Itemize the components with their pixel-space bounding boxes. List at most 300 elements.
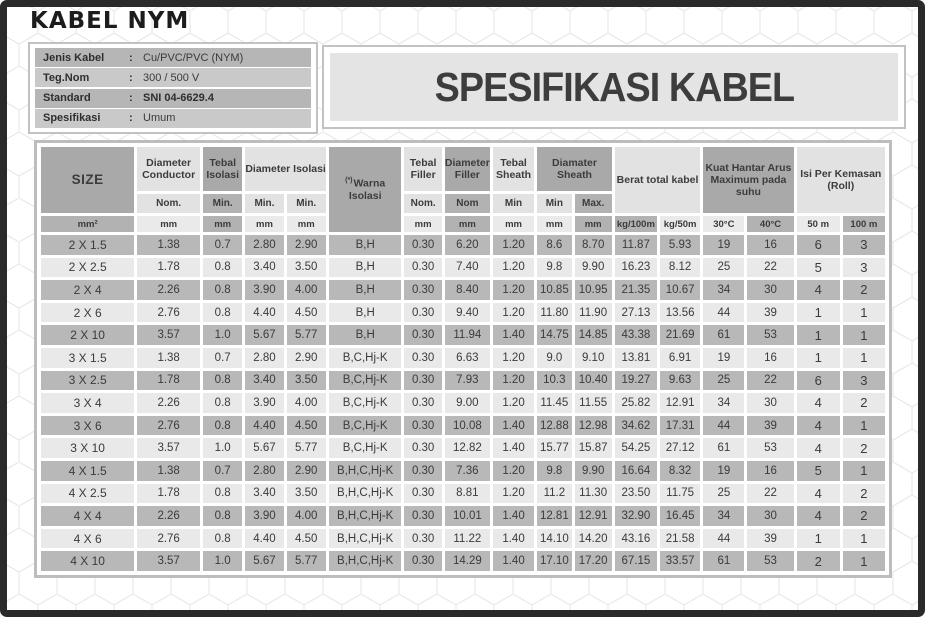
col-header-warna-isolasi: (*)Warna Isolasi (329, 147, 402, 232)
table-cell: 1.20 (493, 484, 534, 504)
unit-mm: mm (493, 216, 534, 232)
table-cell: 2 (797, 551, 840, 571)
table-cell: 30 (747, 393, 793, 413)
row-size-cell: 2 X 1.5 (41, 235, 134, 255)
col-header-diamater-sheath: Diamater Sheath (537, 147, 612, 191)
table-cell: 17.31 (660, 416, 700, 436)
subheader-nom: Nom. (404, 194, 441, 213)
table-cell: 11.80 (537, 303, 571, 323)
table-cell: 1.78 (137, 258, 200, 278)
table-cell: 13.81 (615, 348, 657, 368)
table-cell: 2 (843, 484, 885, 504)
unit-mm: mm (245, 216, 283, 232)
table-cell: 6.20 (445, 235, 490, 255)
table-cell: 0.8 (203, 484, 242, 504)
unit-mm2: mm² (41, 216, 134, 232)
col-header-isi-per-kemasan: Isi Per Kemasan (Roll) (797, 147, 885, 213)
table-cell: 13.56 (660, 303, 700, 323)
table-cell: 9.63 (660, 371, 700, 391)
table-cell: 2.90 (287, 235, 326, 255)
table-cell: 0.7 (203, 461, 242, 481)
table-cell: 1.20 (493, 348, 534, 368)
info-label: Standard (43, 92, 91, 105)
table-cell: 17.10 (537, 551, 571, 571)
table-cell: B,C,Hj-K (329, 371, 402, 391)
table-cell: 4 (797, 416, 840, 436)
table-cell: 2 (843, 280, 885, 300)
spec-banner-panel (322, 45, 906, 129)
table-cell: 1 (843, 348, 885, 368)
table-cell: 14.10 (537, 529, 571, 549)
unit-kg-per-100m: kg/100m (615, 216, 657, 232)
table-cell: 0.30 (404, 235, 441, 255)
col-header-kuat-hantar-arus: Kuat Hantar Arus Maximum pada suhu (703, 147, 793, 213)
info-row-teg-nom (35, 68, 311, 87)
table-cell: 5 (797, 258, 840, 278)
table-cell: 1.38 (137, 461, 200, 481)
table-cell: 6.63 (445, 348, 490, 368)
table-cell: B,C,Hj-K (329, 393, 402, 413)
table-cell: 3.57 (137, 325, 200, 345)
table-cell: 16.23 (615, 258, 657, 278)
table-cell: B,H (329, 280, 402, 300)
table-cell: 0.8 (203, 416, 242, 436)
table-cell: 8.12 (660, 258, 700, 278)
table-cell: 4 (797, 280, 840, 300)
table-cell: 43.38 (615, 325, 657, 345)
table-cell: 11.30 (575, 484, 612, 504)
table-cell: 19 (703, 235, 744, 255)
table-cell: 2.76 (137, 416, 200, 436)
row-size-cell: 2 X 4 (41, 280, 134, 300)
row-size-cell: 3 X 1.5 (41, 348, 134, 368)
table-cell: 3.57 (137, 551, 200, 571)
table-cell: 23.50 (615, 484, 657, 504)
table-cell: 1.0 (203, 551, 242, 571)
table-cell: 6.91 (660, 348, 700, 368)
table-cell: 1 (843, 461, 885, 481)
table-cell: 11.75 (660, 484, 700, 504)
table-cell: 7.93 (445, 371, 490, 391)
table-cell: 1.78 (137, 371, 200, 391)
table-cell: 4 (797, 506, 840, 526)
info-colon: : (129, 71, 133, 84)
subheader-min: Min. (245, 194, 283, 213)
table-cell: 32.90 (615, 506, 657, 526)
table-cell: B,H,C,Hj-K (329, 484, 402, 504)
table-cell: B,C,Hj-K (329, 416, 402, 436)
info-value: Umum (143, 112, 176, 125)
table-cell: 3 (843, 258, 885, 278)
table-cell: 11.22 (445, 529, 490, 549)
table-cell: 11.94 (445, 325, 490, 345)
info-row-spesifikasi (35, 109, 311, 128)
table-cell: B,H,C,Hj-K (329, 506, 402, 526)
table-cell: 14.29 (445, 551, 490, 571)
unit-mm: mm (537, 216, 571, 232)
table-cell: 16 (747, 235, 793, 255)
table-cell: 44 (703, 416, 744, 436)
table-cell: 4.40 (245, 303, 283, 323)
table-cell: 1 (843, 416, 885, 436)
table-cell: 0.8 (203, 371, 242, 391)
table-cell: 53 (747, 325, 793, 345)
table-cell: 1 (843, 529, 885, 549)
table-cell: 25 (703, 258, 744, 278)
cable-info-panel (28, 42, 318, 134)
table-cell: 1.20 (493, 393, 534, 413)
table-cell: B,H (329, 258, 402, 278)
table-cell: 54.25 (615, 438, 657, 458)
table-cell: 5 (797, 461, 840, 481)
table-cell: 2.76 (137, 303, 200, 323)
table-cell: 3.57 (137, 438, 200, 458)
table-cell: 5.77 (287, 325, 326, 345)
table-cell: B,H (329, 303, 402, 323)
table-cell: 16.45 (660, 506, 700, 526)
table-cell: B,H,C,Hj-K (329, 551, 402, 571)
table-cell: 2 (843, 393, 885, 413)
table-cell: 0.30 (404, 371, 441, 391)
row-size-cell: 3 X 10 (41, 438, 134, 458)
table-cell: 4.00 (287, 280, 326, 300)
table-cell: B,C,Hj-K (329, 348, 402, 368)
table-cell: 10.67 (660, 280, 700, 300)
table-cell: 5.67 (245, 325, 283, 345)
table-cell: 34 (703, 506, 744, 526)
col-header-size: SIZE (41, 147, 134, 213)
table-cell: 61 (703, 438, 744, 458)
info-value: 300 / 500 V (143, 71, 200, 84)
table-cell: 34 (703, 393, 744, 413)
table-cell: 4 (797, 438, 840, 458)
col-header-tebal-filler: Tebal Filler (404, 147, 441, 191)
table-cell: 0.30 (404, 551, 441, 571)
unit-mm: mm (137, 216, 200, 232)
table-cell: 53 (747, 438, 793, 458)
row-size-cell: 4 X 2.5 (41, 484, 134, 504)
table-cell: 10.85 (537, 280, 571, 300)
table-cell: 2.80 (245, 461, 283, 481)
table-cell: 0.8 (203, 506, 242, 526)
row-size-cell: 2 X 10 (41, 325, 134, 345)
subheader-max: Max. (575, 194, 612, 213)
col-header-tebal-isolasi: Tebal Isolasi (203, 147, 242, 191)
row-size-cell: 3 X 2.5 (41, 371, 134, 391)
table-cell: 1.20 (493, 258, 534, 278)
table-cell: 4.50 (287, 303, 326, 323)
table-cell: 0.8 (203, 303, 242, 323)
subheader-nom: Nom. (137, 194, 200, 213)
table-cell: 19 (703, 461, 744, 481)
table-cell: 1 (843, 303, 885, 323)
table-cell: 1.40 (493, 325, 534, 345)
table-cell: 34 (703, 280, 744, 300)
table-cell: 10.40 (575, 371, 612, 391)
table-cell: 1.38 (137, 235, 200, 255)
table-cell: 0.7 (203, 348, 242, 368)
table-cell: 43.16 (615, 529, 657, 549)
info-colon: : (129, 112, 133, 125)
table-cell: 3.40 (245, 371, 283, 391)
table-cell: 2.26 (137, 393, 200, 413)
table-cell: 10.95 (575, 280, 612, 300)
info-row-standard (35, 89, 311, 108)
row-size-cell: 3 X 6 (41, 416, 134, 436)
table-cell: 15.87 (575, 438, 612, 458)
table-cell: 4.40 (245, 416, 283, 436)
unit-40c: 40°C (747, 216, 793, 232)
table-cell: B,H (329, 235, 402, 255)
table-cell: 30 (747, 280, 793, 300)
table-cell: 1.20 (493, 461, 534, 481)
table-cell: 9.8 (537, 461, 571, 481)
footnote-marker: (*) (345, 177, 353, 185)
table-cell: 39 (747, 416, 793, 436)
table-cell: 22 (747, 371, 793, 391)
table-cell: 27.12 (660, 438, 700, 458)
table-cell: 1.40 (493, 438, 534, 458)
table-cell: 0.8 (203, 258, 242, 278)
row-size-cell: 4 X 10 (41, 551, 134, 571)
table-cell: 10.01 (445, 506, 490, 526)
table-cell: B,H,C,Hj-K (329, 461, 402, 481)
table-cell: 3.90 (245, 393, 283, 413)
table-cell: 44 (703, 529, 744, 549)
table-cell: 17.20 (575, 551, 612, 571)
table-cell: 67.15 (615, 551, 657, 571)
unit-mm: mm (575, 216, 612, 232)
table-cell: 12.88 (537, 416, 571, 436)
table-cell: 0.30 (404, 393, 441, 413)
row-size-cell: 2 X 6 (41, 303, 134, 323)
table-cell: 5.77 (287, 438, 326, 458)
table-cell: 7.36 (445, 461, 490, 481)
table-cell: 3.40 (245, 258, 283, 278)
table-cell: 5.67 (245, 438, 283, 458)
table-cell: 22 (747, 484, 793, 504)
table-cell: 12.82 (445, 438, 490, 458)
table-cell: 33.57 (660, 551, 700, 571)
table-cell: 6 (797, 371, 840, 391)
page-title: KABEL NYM (30, 8, 190, 34)
table-cell: 15.77 (537, 438, 571, 458)
table-cell: 1 (843, 325, 885, 345)
table-cell: 0.8 (203, 393, 242, 413)
table-cell: 19 (703, 348, 744, 368)
table-cell: 9.10 (575, 348, 612, 368)
subheader-min: Min (493, 194, 534, 213)
subheader-min: Min. (203, 194, 242, 213)
table-cell: 21.69 (660, 325, 700, 345)
table-cell: 0.30 (404, 416, 441, 436)
col-header-berat-total-kabel: Berat total kabel (615, 147, 700, 213)
table-cell: 1.0 (203, 325, 242, 345)
unit-mm: mm (404, 216, 441, 232)
table-cell: 1.20 (493, 280, 534, 300)
table-cell: 9.90 (575, 258, 612, 278)
table-cell: 1 (797, 325, 840, 345)
table-cell: 4.40 (245, 529, 283, 549)
table-cell: 3.50 (287, 371, 326, 391)
table-cell: 0.30 (404, 348, 441, 368)
info-row-jenis-kabel (35, 48, 311, 67)
table-cell: 6 (797, 235, 840, 255)
info-colon: : (129, 51, 133, 64)
table-cell: 1 (797, 303, 840, 323)
table-cell: 39 (747, 303, 793, 323)
table-cell: 0.30 (404, 438, 441, 458)
table-cell: B,H (329, 325, 402, 345)
table-cell: 1.20 (493, 371, 534, 391)
info-colon: : (129, 92, 133, 105)
unit-mm: mm (445, 216, 490, 232)
col-header-diameter-conductor: Diameter Conductor (137, 147, 200, 191)
subheader-min: Min (537, 194, 571, 213)
table-cell: 2.76 (137, 529, 200, 549)
table-cell: 9.40 (445, 303, 490, 323)
table-cell: 4.00 (287, 393, 326, 413)
table-cell: 1.40 (493, 416, 534, 436)
spec-table-grid (41, 147, 885, 571)
table-cell: B,H,C,Hj-K (329, 529, 402, 549)
table-cell: 5.93 (660, 235, 700, 255)
table-cell: 21.35 (615, 280, 657, 300)
info-value: SNI 04-6629.4 (143, 92, 214, 105)
table-cell: 3.40 (245, 484, 283, 504)
specification-table (34, 140, 892, 578)
table-cell: 16 (747, 348, 793, 368)
table-cell: 8.40 (445, 280, 490, 300)
table-cell: 1.0 (203, 438, 242, 458)
table-cell: 27.13 (615, 303, 657, 323)
table-cell: 4 (797, 484, 840, 504)
table-cell: 9.8 (537, 258, 571, 278)
table-cell: 14.85 (575, 325, 612, 345)
table-cell: 9.0 (537, 348, 571, 368)
table-cell: 1.78 (137, 484, 200, 504)
table-cell: 8.70 (575, 235, 612, 255)
table-cell: 12.98 (575, 416, 612, 436)
table-cell: 12.81 (537, 506, 571, 526)
table-cell: 2 (843, 506, 885, 526)
row-size-cell: 2 X 2.5 (41, 258, 134, 278)
table-cell: 0.30 (404, 484, 441, 504)
table-cell: 9.00 (445, 393, 490, 413)
table-cell: 8.6 (537, 235, 571, 255)
table-cell: 1.40 (493, 529, 534, 549)
row-size-cell: 4 X 1.5 (41, 461, 134, 481)
table-cell: 0.30 (404, 529, 441, 549)
table-cell: 0.30 (404, 506, 441, 526)
table-cell: 7.40 (445, 258, 490, 278)
table-cell: 61 (703, 325, 744, 345)
table-cell: 21.58 (660, 529, 700, 549)
table-cell: 2.80 (245, 235, 283, 255)
spec-banner-title: SPESIFIKASI KABEL (434, 63, 794, 110)
table-cell: 0.7 (203, 235, 242, 255)
unit-mm: mm (203, 216, 242, 232)
col-header-diameter-isolasi: Diameter Isolasi (245, 147, 326, 191)
table-cell: 0.30 (404, 280, 441, 300)
table-cell: 61 (703, 551, 744, 571)
row-size-cell: 4 X 4 (41, 506, 134, 526)
table-cell: 3.90 (245, 280, 283, 300)
unit-100m: 100 m (843, 216, 885, 232)
table-cell: 2 (843, 438, 885, 458)
unit-kg-per-50m: kg/50m (660, 216, 700, 232)
table-cell: 14.20 (575, 529, 612, 549)
table-cell: 30 (747, 506, 793, 526)
table-cell: 0.8 (203, 529, 242, 549)
table-cell: 3 (843, 235, 885, 255)
table-cell: 3 (843, 371, 885, 391)
unit-50m: 50 m (797, 216, 840, 232)
row-size-cell: 4 X 6 (41, 529, 134, 549)
unit-mm: mm (287, 216, 326, 232)
table-cell: 4.00 (287, 506, 326, 526)
table-cell: 0.30 (404, 461, 441, 481)
table-cell: 19.27 (615, 371, 657, 391)
row-size-cell: 3 X 4 (41, 393, 134, 413)
table-cell: 11.55 (575, 393, 612, 413)
table-cell: 14.75 (537, 325, 571, 345)
table-cell: 1.38 (137, 348, 200, 368)
table-cell: 2.26 (137, 280, 200, 300)
info-label: Teg.Nom (43, 71, 90, 84)
table-cell: 10.3 (537, 371, 571, 391)
unit-30c: 30°C (703, 216, 744, 232)
table-cell: 4.50 (287, 529, 326, 549)
table-cell: 3.50 (287, 258, 326, 278)
table-cell: 2.90 (287, 348, 326, 368)
table-cell: 11.2 (537, 484, 571, 504)
table-cell: 5.77 (287, 551, 326, 571)
table-cell: 12.91 (660, 393, 700, 413)
table-cell: 12.91 (575, 506, 612, 526)
table-cell: 53 (747, 551, 793, 571)
table-cell: 9.90 (575, 461, 612, 481)
col-header-diameter-filler: Diameter Filler (445, 147, 490, 191)
subheader-nom: Nom (445, 194, 490, 213)
table-cell: 0.30 (404, 303, 441, 323)
table-cell: 1 (797, 529, 840, 549)
table-cell: 11.87 (615, 235, 657, 255)
table-cell: 10.08 (445, 416, 490, 436)
info-label: Spesifikasi (43, 112, 101, 125)
spec-banner (330, 53, 898, 121)
table-cell: 2.80 (245, 348, 283, 368)
table-cell: 5.67 (245, 551, 283, 571)
table-cell: 1.40 (493, 551, 534, 571)
table-cell: 1.20 (493, 303, 534, 323)
table-cell: 22 (747, 258, 793, 278)
table-cell: 16 (747, 461, 793, 481)
table-cell: 0.30 (404, 325, 441, 345)
table-cell: 4.50 (287, 416, 326, 436)
table-cell: 1.40 (493, 506, 534, 526)
table-cell: 1.20 (493, 235, 534, 255)
table-cell: 25 (703, 484, 744, 504)
table-cell: 0.8 (203, 280, 242, 300)
table-cell: 8.81 (445, 484, 490, 504)
table-cell: 0.30 (404, 258, 441, 278)
table-cell: B,C,Hj-K (329, 438, 402, 458)
table-cell: 39 (747, 529, 793, 549)
table-cell: 8.32 (660, 461, 700, 481)
table-cell: 2.90 (287, 461, 326, 481)
table-cell: 25 (703, 371, 744, 391)
